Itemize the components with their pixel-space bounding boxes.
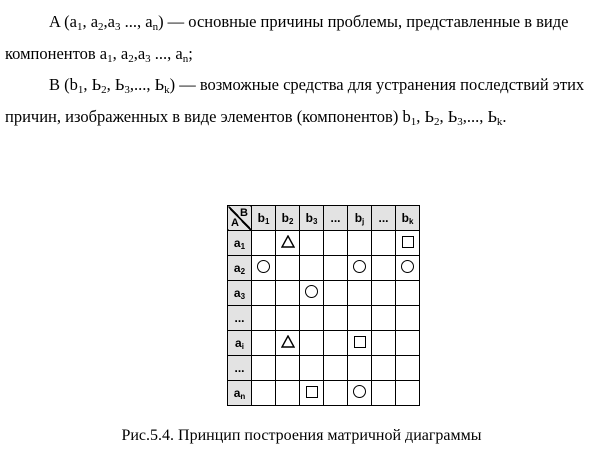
matrix-row xyxy=(228,356,420,381)
column-header-index: j xyxy=(362,216,365,226)
row-header-index: i xyxy=(241,341,244,351)
column-header xyxy=(396,206,420,231)
square-icon xyxy=(354,336,366,348)
matrix-cell xyxy=(372,356,396,381)
circle-icon xyxy=(401,260,414,273)
column-header-label: ... xyxy=(330,211,341,225)
matrix-cell xyxy=(372,331,396,356)
matrix-cell xyxy=(276,381,300,406)
matrix-cell xyxy=(348,381,372,406)
matrix-cell xyxy=(348,256,372,281)
row-header-index: 2 xyxy=(240,266,246,276)
row-header-label: ... xyxy=(234,311,245,325)
matrix-corner xyxy=(228,206,252,231)
matrix-cell xyxy=(300,356,324,381)
circle-icon xyxy=(257,260,270,273)
column-header-index: 1 xyxy=(264,216,270,226)
row-header xyxy=(228,381,252,406)
row-header xyxy=(228,231,252,256)
row-header-index: 1 xyxy=(240,241,246,251)
para1-text: A ($a_1$, $a_2,a_3$ ..., $a_n$) — основные причины проблемы, представленные в виде компонентов $a_1$, $a_2,a_3$ ..., $a_n$; xyxy=(5,12,569,65)
row-header-label: a xyxy=(233,385,241,400)
matrix-cell xyxy=(396,381,420,406)
column-header xyxy=(348,206,372,231)
square-icon xyxy=(306,386,318,398)
column-header-label: b xyxy=(281,210,289,225)
matrix-row xyxy=(228,381,420,406)
matrix-cell xyxy=(300,256,324,281)
column-header-label: b xyxy=(401,210,409,225)
circle-icon xyxy=(353,260,366,273)
row-header-label: ... xyxy=(234,361,245,375)
figure-caption: Рис.5.4. Принцип построения матричной диаграммы xyxy=(121,427,482,444)
matrix-cell xyxy=(300,331,324,356)
row-header xyxy=(228,331,252,356)
column-header-label: ... xyxy=(378,211,389,225)
matrix-cell xyxy=(252,331,276,356)
matrix-cell xyxy=(276,231,300,256)
circle-icon xyxy=(353,385,366,398)
row-header xyxy=(228,356,252,381)
matrix-cell xyxy=(324,231,348,256)
para2-text: B ($b_1$, $Ь_2$, $Ь_3$,..., $Ь_k$) — возможные средства для устранения последствий этих причин, изображенных в виде элементов (компонентов) $b_1$, $Ь_2$, $Ь_3$,..., $Ь_k$. xyxy=(5,75,585,128)
paragraph-causes xyxy=(5,6,597,70)
matrix-cell xyxy=(372,231,396,256)
matrix-cell xyxy=(396,281,420,306)
matrix-cell xyxy=(324,256,348,281)
matrix-cell xyxy=(252,231,276,256)
matrix-cell xyxy=(252,381,276,406)
matrix-row xyxy=(228,256,420,281)
matrix-cell xyxy=(348,306,372,331)
matrix-cell xyxy=(324,331,348,356)
column-header xyxy=(276,206,300,231)
triangle-icon xyxy=(281,335,295,351)
matrix-row xyxy=(228,306,420,331)
matrix-header-row xyxy=(228,206,420,231)
matrix-cell xyxy=(372,381,396,406)
matrix-cell xyxy=(252,256,276,281)
matrix-cell xyxy=(372,281,396,306)
row-header-label: a xyxy=(233,285,241,300)
column-header-index: 2 xyxy=(288,216,294,226)
matrix-row xyxy=(228,281,420,306)
column-header xyxy=(252,206,276,231)
column-header xyxy=(372,206,396,231)
matrix-cell xyxy=(324,306,348,331)
matrix-cell xyxy=(372,306,396,331)
circle-icon xyxy=(305,285,318,298)
matrix-cell xyxy=(396,306,420,331)
row-header-label: a xyxy=(235,335,242,350)
matrix-cell xyxy=(372,256,396,281)
row-header xyxy=(228,256,252,281)
matrix-cell xyxy=(300,231,324,256)
matrix-row xyxy=(228,331,420,356)
corner-label-b: B xyxy=(240,207,248,219)
matrix-cell xyxy=(276,356,300,381)
matrix-cell xyxy=(276,256,300,281)
matrix-cell xyxy=(276,331,300,356)
matrix-cell xyxy=(348,231,372,256)
matrix-row xyxy=(228,231,420,256)
matrix-cell xyxy=(252,356,276,381)
column-header xyxy=(300,206,324,231)
matrix-cell xyxy=(396,356,420,381)
row-header-index: n xyxy=(240,391,246,401)
matrix-cell xyxy=(252,306,276,331)
matrix-cell xyxy=(300,381,324,406)
matrix-cell xyxy=(396,256,420,281)
matrix-body xyxy=(228,231,420,406)
triangle-icon xyxy=(281,235,295,251)
matrix-cell xyxy=(324,281,348,306)
matrix-cell xyxy=(348,356,372,381)
row-header xyxy=(228,281,252,306)
row-header-index: 3 xyxy=(240,291,246,301)
column-header-label: b xyxy=(354,210,363,225)
corner-label-a: A xyxy=(231,217,239,229)
row-header-label: a xyxy=(233,260,241,275)
matrix-cell xyxy=(324,356,348,381)
column-header-index: 3 xyxy=(312,216,318,226)
matrix-cell xyxy=(348,331,372,356)
matrix-cell xyxy=(348,281,372,306)
matrix-cell xyxy=(300,306,324,331)
column-header-label: b xyxy=(305,210,313,225)
matrix-cell xyxy=(396,331,420,356)
row-header-label: a xyxy=(233,235,241,250)
column-header xyxy=(324,206,348,231)
paragraph-remedies xyxy=(5,69,597,133)
matrix-cell xyxy=(300,281,324,306)
matrix-cell xyxy=(276,281,300,306)
matrix-cell xyxy=(324,381,348,406)
matrix-cell xyxy=(276,306,300,331)
matrix-cell xyxy=(396,231,420,256)
row-header xyxy=(228,306,252,331)
square-icon xyxy=(402,236,414,248)
matrix-cell xyxy=(252,281,276,306)
matrix-diagram xyxy=(227,205,420,406)
column-header-label: b xyxy=(257,210,265,225)
column-header-index: k xyxy=(408,216,414,226)
